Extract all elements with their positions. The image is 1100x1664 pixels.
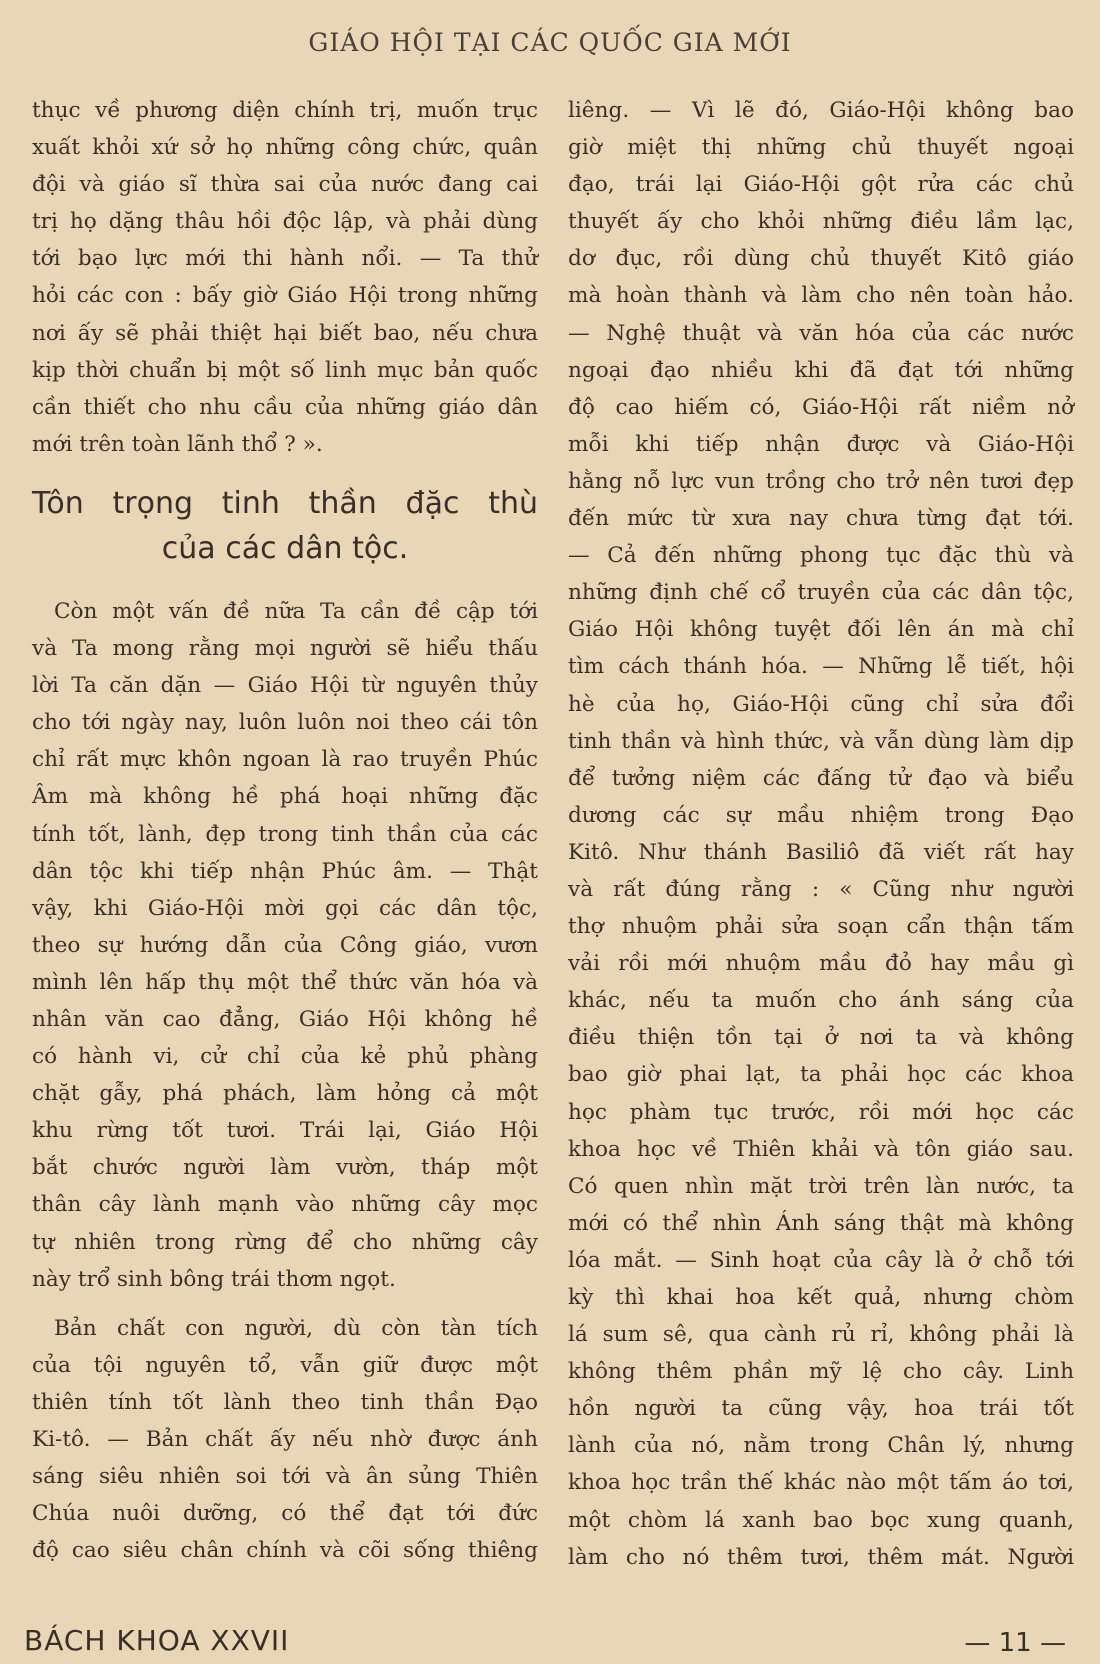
text-line: bao giờ phai lạt, ta phải học các khoa [568, 1062, 1074, 1088]
text-line: Chúa nuôi dưỡng, có thể đạt tới đức [32, 1501, 538, 1527]
text-line: dương các sự mầu nhiệm trong Đạo [568, 802, 1074, 828]
text-line: lá sum sê, qua cành rủ rỉ, không phải là [568, 1322, 1074, 1348]
text-line: mới có thể nhìn Ánh sáng thật mà không [568, 1210, 1074, 1236]
text-line: kịp thời chuẩn bị một số linh mục bản quốc [32, 357, 538, 383]
text-line: bắt chước người làm vườn, tháp một [32, 1155, 538, 1181]
text-line: kỳ thì khai hoa kết quả, nhưng chòm [568, 1285, 1074, 1310]
text-line: liêng. — Vì lẽ đó, Giáo-Hội không bao [568, 98, 1074, 123]
text-line: và Ta mong rằng mọi người sẽ hiểu thấu [32, 636, 538, 662]
text-line: cho tới ngày nay, luôn luôn noi theo cái tôn [32, 710, 538, 736]
text-line: Có quen nhìn mặt trời trên làn nước, ta [568, 1173, 1074, 1199]
heading-line: Tôn trọng tinh thần đặc thù [32, 485, 538, 521]
text-line: Ki-tô. — Bản chất ấy nếu nhờ được ánh [32, 1427, 538, 1452]
publication-name: BÁCH KHOA XXVII [24, 1624, 290, 1657]
text-line: độ cao hiếm có, Giáo-Hội rất niềm nở [568, 394, 1074, 420]
text-line: dân tộc khi tiếp nhận Phúc âm. — Thật [32, 858, 538, 884]
text-line: ngoại đạo nhiều khi đã đạt tới những [568, 357, 1074, 383]
text-line: Còn một vấn đề nữa Ta cần đề cập tới [54, 598, 538, 624]
text-line: vậy, khi Giáo-Hội mời gọi các dân tộc, [32, 895, 538, 921]
text-line: khoa học về Thiên khải và tôn giáo sau. [568, 1136, 1074, 1162]
text-line: theo sự hướng dẫn của Công giáo, vươn [32, 932, 538, 958]
text-line: lành của nó, nằm trong Chân lý, nhưng [568, 1433, 1074, 1459]
text-line: mỗi khi tiếp nhận được và Giáo-Hội [568, 431, 1074, 457]
text-line: làm cho nó thêm tươi, thêm mát. Người [568, 1544, 1074, 1570]
intro-paragraph [32, 92, 538, 463]
text-line: chặt gẫy, phá phách, làm hỏng cả một [32, 1081, 538, 1107]
right-column-paragraph [568, 92, 1074, 1576]
text-line: trị họ dặng thâu hồi độc lập, và phải dùng [32, 209, 538, 235]
text-line: này trổ sinh bông trái thơm ngọt. [32, 1266, 396, 1292]
text-line: tới bạo lực mới thi hành nổi. — Ta thử [32, 246, 538, 272]
text-line: giờ miệt thị những chủ thuyết ngoại [568, 135, 1074, 161]
text-line: thục về phương diện chính trị, muốn trục [32, 98, 538, 123]
text-line: nơi ấy sẽ phải thiệt hại biết bao, nếu chưa [32, 320, 538, 346]
paragraph-culture [32, 593, 538, 1298]
running-head: GIÁO HỘI TẠI CÁC QUỐC GIA MỚI [308, 28, 792, 57]
text-line: khu rừng tốt tươi. Trái lại, Giáo Hội [32, 1118, 538, 1144]
text-line: xuất khỏi xứ sở họ những công chức, quân [32, 135, 538, 161]
left-column [32, 92, 538, 1569]
text-line: thân cây lành mạnh vào những cây mọc [32, 1192, 538, 1218]
text-line: — Cả đến những phong tục đặc thù và [568, 543, 1074, 569]
text-line: độ cao siêu chân chính và cõi sống thiêng [32, 1538, 538, 1564]
text-line: — Nghệ thuật và văn hóa của các nước [568, 320, 1074, 346]
text-line: vải rồi mới nhuộm mầu đỏ hay mầu gì [568, 951, 1074, 977]
text-line: thiên tính tốt lành theo tinh thần Đạo [32, 1389, 538, 1415]
text-line: tìm cách thánh hóa. — Những lễ tiết, hội [568, 654, 1074, 680]
text-line: khoa học trần thế khác nào một tấm áo tơi, [568, 1470, 1074, 1496]
text-line: nhân văn cao đẳng, Giáo Hội không hề [32, 1006, 538, 1032]
text-line: lời Ta căn dặn — Giáo Hội từ nguyên thủy [32, 673, 538, 699]
text-line: mình lên hấp thụ một thể thức văn hóa và [32, 969, 538, 995]
text-line: đạo, trái lại Giáo-Hội gột rửa các chủ [568, 172, 1074, 198]
text-line: mới trên toàn lãnh thổ ? ». [32, 431, 323, 457]
text-line: đến mức từ xưa nay chưa từng đạt tới. [568, 506, 1074, 532]
text-line: Bản chất con người, dù còn tàn tích [54, 1315, 538, 1341]
text-line: những định chế cổ truyền của các dân tộc, [568, 580, 1074, 606]
text-line: tính tốt, lành, đẹp trong tinh thần của các [32, 821, 538, 847]
section-heading [32, 481, 538, 571]
text-line: thuyết ấy cho khỏi những điều lầm lạc, [568, 209, 1074, 235]
paragraph-human-nature [32, 1310, 538, 1570]
text-line: dơ đục, rồi dùng chủ thuyết Kitô giáo [568, 246, 1074, 272]
text-line: cần thiết cho nhu cầu của những giáo dân [32, 394, 538, 420]
text-line: khác, nếu ta muốn cho ánh sáng của [568, 988, 1074, 1014]
text-line: hỏi các con : bấy giờ Giáo Hội trong những [32, 283, 538, 309]
text-line: điều thiện tồn tại ở nơi ta và không [568, 1025, 1074, 1051]
text-line: tinh thần và hình thức, và vẫn dùng làm dịp [568, 728, 1074, 754]
text-line: hè của họ, Giáo-Hội cũng chỉ sửa đổi [568, 691, 1074, 717]
text-line: học phàm tục trước, rồi mới học các [568, 1099, 1074, 1125]
text-line: hằng nỗ lực vun trồng cho trở nên tươi đẹp [568, 468, 1074, 494]
text-line: đội và giáo sĩ thừa sai của nước đang cai [32, 172, 538, 198]
text-line: để tưởng niệm các đấng tử đạo và biểu [568, 765, 1074, 791]
text-line: hồn người ta cũng vậy, hoa trái tốt [568, 1396, 1074, 1422]
paragraph-gap [32, 1298, 538, 1310]
text-line: không thêm phần mỹ lệ cho cây. Linh [568, 1359, 1074, 1385]
text-line: của tội nguyên tổ, vẫn giữ được một [32, 1352, 538, 1378]
text-line: và rất đúng rằng : « Cũng như người [568, 876, 1074, 902]
text-line: sáng siêu nhiên soi tới và ân sủng Thiên [32, 1464, 538, 1490]
right-column [568, 92, 1074, 1576]
text-line: có hành vi, cử chỉ của kẻ phủ phàng [32, 1044, 538, 1070]
text-line: thợ nhuộm phải sửa soạn cẩn thận tấm [568, 914, 1074, 940]
text-line: mà hoàn thành và làm cho nên toàn hảo. [568, 283, 1074, 309]
text-line: Kitô. Như thánh Basiliô đã viết rất hay [568, 839, 1074, 865]
text-line: tự nhiên trong rừng để cho những cây [32, 1229, 538, 1255]
text-line: Âm mà không hề phá hoại những đặc [32, 784, 538, 810]
text-line: chỉ rất mực khôn ngoan là rao truyền Phúc [32, 747, 538, 773]
text-line: lóa mắt. — Sinh hoạt của cây là ở chỗ tới [568, 1247, 1074, 1273]
page-number: — 11 — [964, 1628, 1066, 1658]
heading-line: của các dân tộc. [161, 530, 409, 566]
text-line: một chòm lá xanh bao bọc xung quanh, [568, 1507, 1074, 1533]
text-line: Giáo Hội không tuyệt đối lên án mà chỉ [568, 617, 1074, 643]
